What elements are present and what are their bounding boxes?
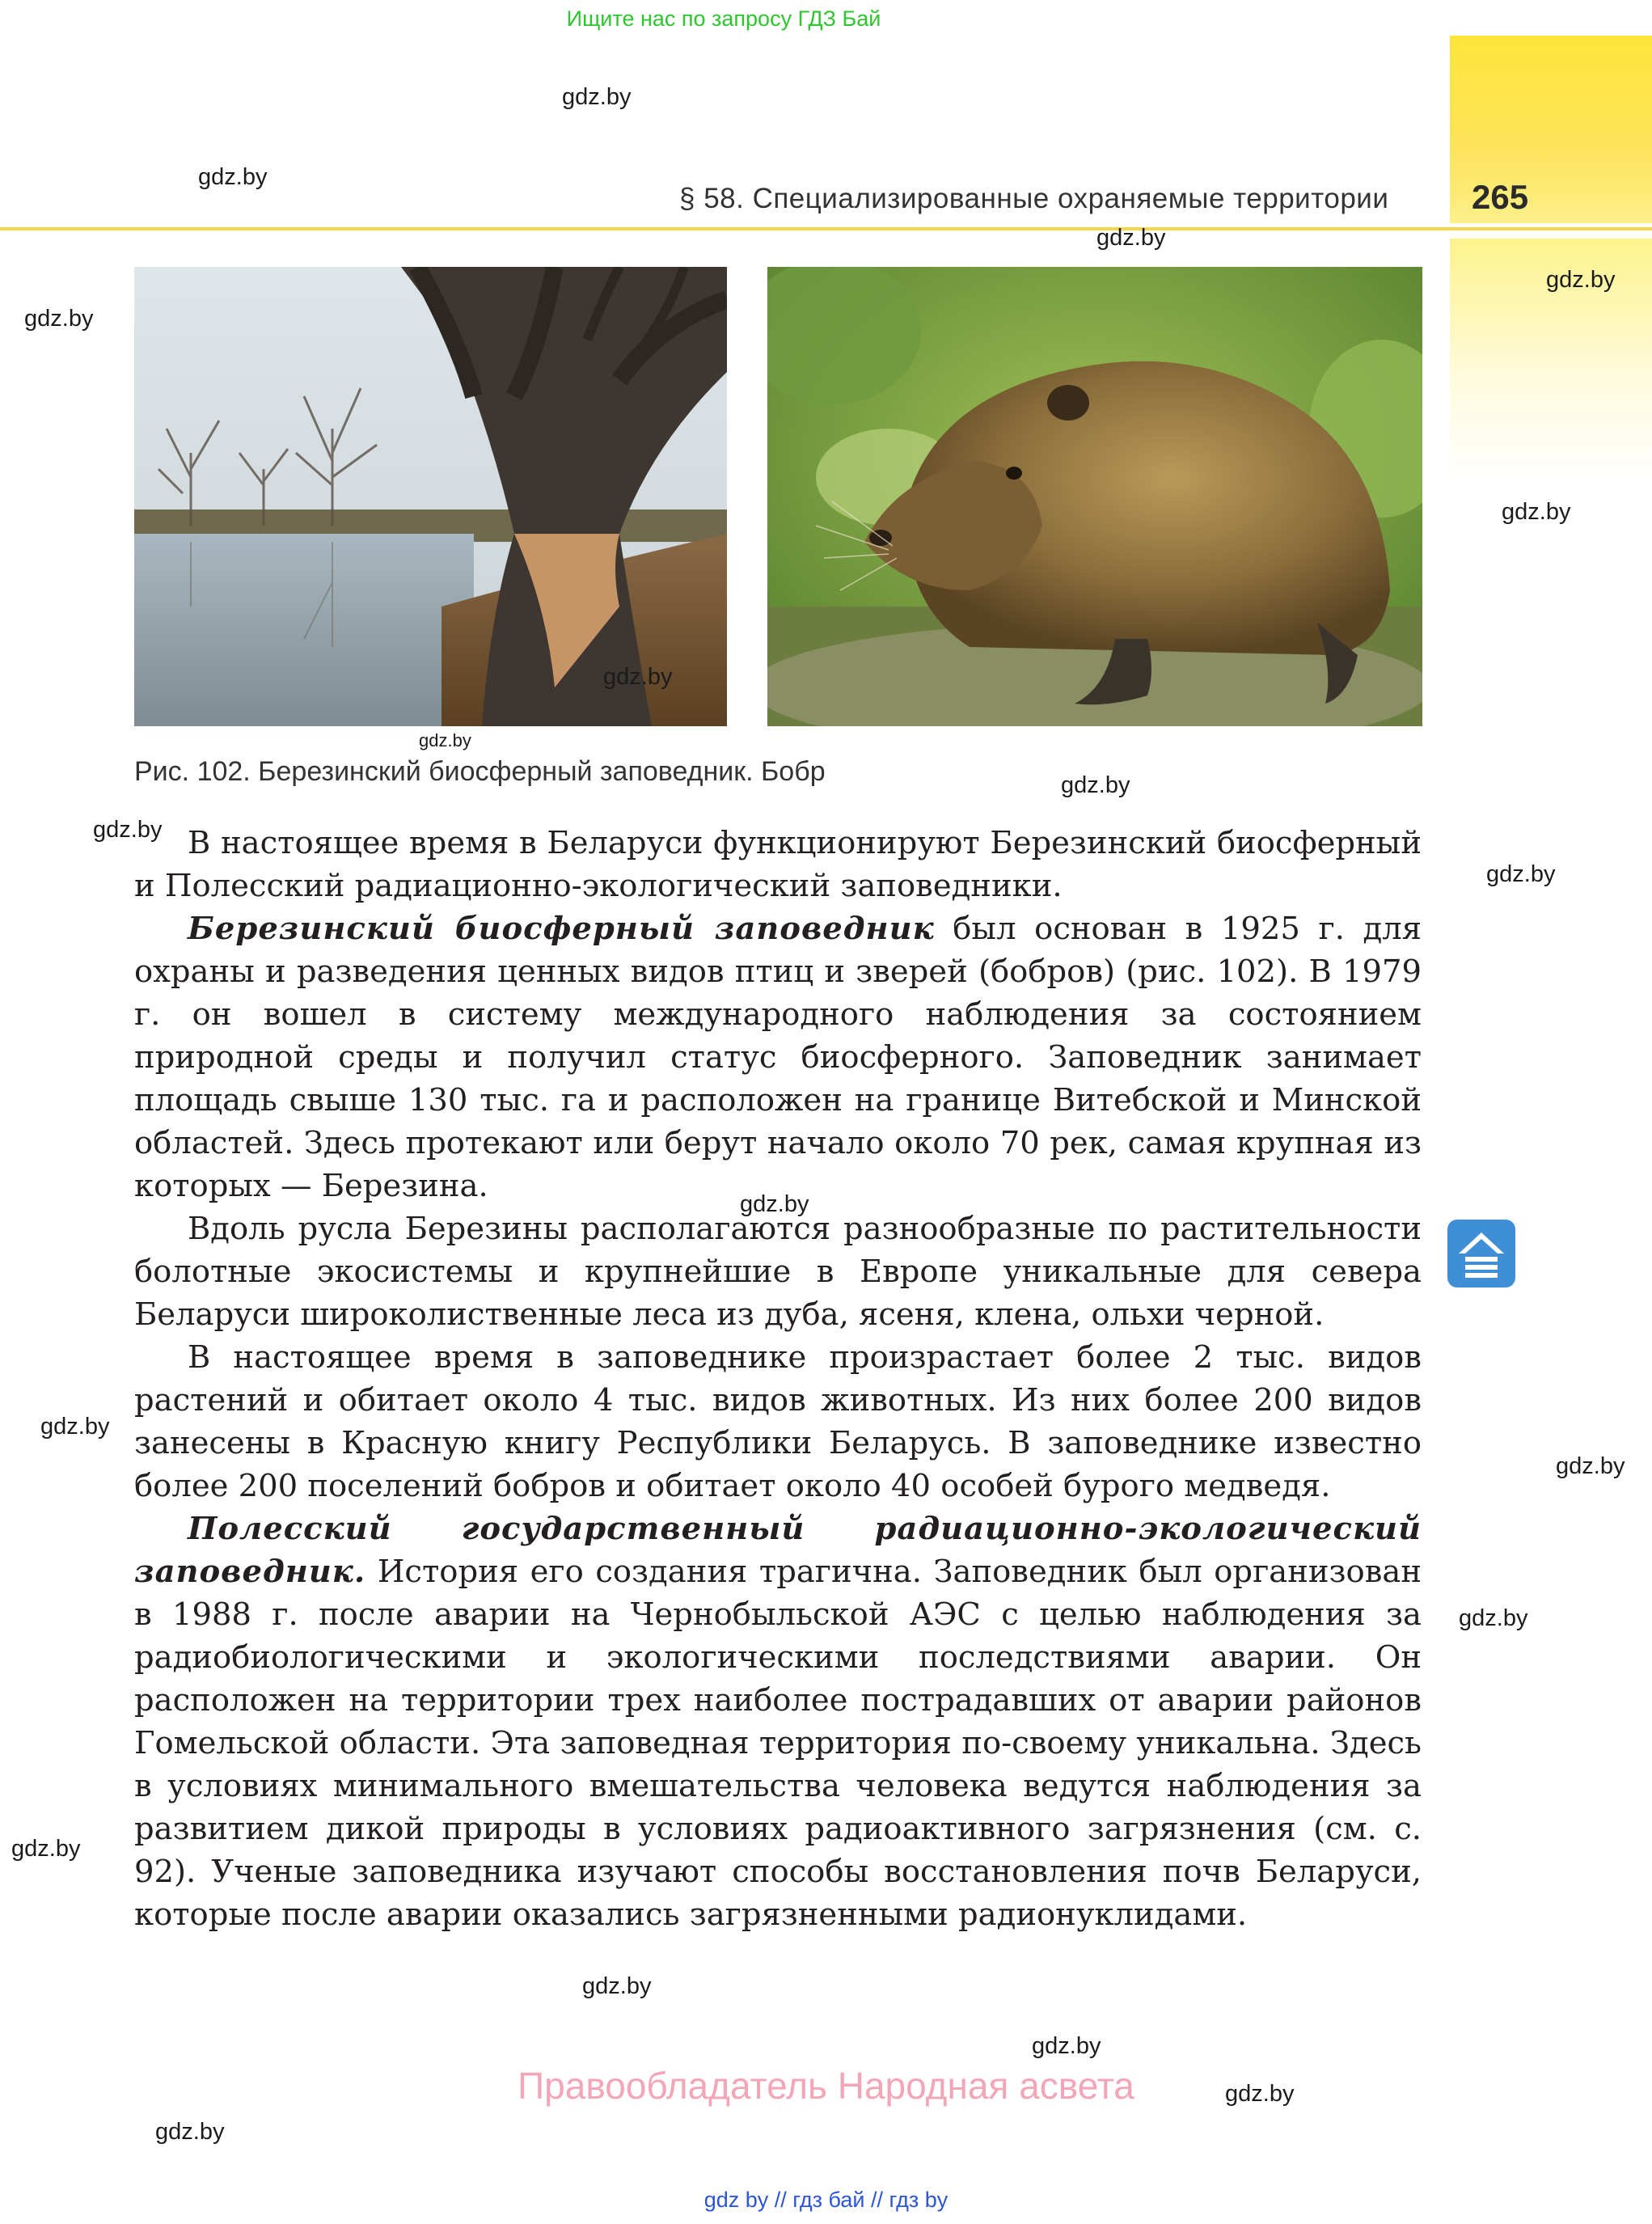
watermark: gdz.by (1502, 499, 1571, 525)
paragraph: В настоящее время в заповеднике произрастает более 2 тыс. видов растений и обитает около 4 тыс. видов животных. Из них более 200 видов занесены в Красную книгу Республики Беларусь. В заповеднике известно более 200 поселений бобров и обитает около 40 особей бурого медведя. (134, 1339, 1422, 1504)
beaver-photo (767, 267, 1422, 726)
paragraph: В настоящее время в Беларуси функционируют Березинский биосферный и Полесский радиационно-экологический заповедники. (134, 825, 1422, 904)
watermark: gdz.by (155, 2119, 225, 2145)
watermark: gdz.by (740, 1191, 809, 1217)
section-title: § 58. Специализированные охраняемые территории (679, 183, 1389, 214)
watermark: gdz.by (562, 84, 632, 110)
page-number: 265 (1472, 178, 1529, 216)
watermark: gdz.by (1225, 2081, 1295, 2107)
watermark: gdz.by (24, 306, 94, 332)
figure-caption: Рис. 102. Березинский биосферный заповедник. Бобр (134, 756, 826, 787)
watermark: gdz.by (419, 730, 471, 750)
gnawed-tree-photo (134, 267, 727, 726)
watermark: gdz.by (1486, 861, 1556, 887)
watermark: gdz.by (93, 817, 163, 843)
watermark: gdz.by (1546, 267, 1616, 293)
paragraph: Вдоль русла Березины располагаются разнообразные по растительности болотные экосистемы и крупнейшие в Европе уникальные для севера Беларуси широколиственные леса из дуба, ясеня, клена, ольхи черной. (134, 1211, 1422, 1333)
watermark: gdz.by (582, 1973, 652, 1999)
watermark: gdz.by (1556, 1453, 1625, 1479)
watermark: gdz.by (40, 1414, 110, 1440)
watermark: gdz.by (1459, 1605, 1528, 1631)
term-polessky: Полесский государственный радиационно-экологический заповедник. (134, 1511, 1422, 1590)
paragraph: Полесский государственный радиационно-экологический заповедник. История его создания трагична. Заповедник был организован в 1988 г. после аварии на Чернобыльской АЭС с целью наблюдения за радиобиологическими и экологическими последствиями аварии. Он расположен на территории трех наиболее пострадавших от аварии районов Гомельской области. Эта заповедная территория по-своему уникальна. Здесь в условиях минимального вмешательства человека ведутся наблюдения за развитием дикой природы в условиях радиоактивного загрязнения (см. с. 92). Ученые заповедника изучают способы восстановления почв Беларуси, которые после аварии оказались загрязненными радионуклидами. (134, 1511, 1422, 1933)
header-rule (0, 227, 1652, 230)
watermark: gdz.by (198, 164, 268, 190)
watermark: gdz.by (603, 664, 673, 690)
watermark: gdz.by (1096, 225, 1166, 251)
search-banner[interactable]: Ищите нас по запросу ГДЗ Бай (566, 6, 881, 31)
paragraph: Березинский биосферный заповедник был основан в 1925 г. для охраны и разведения ценных видов птиц и зверей (бобров) (рис. 102). В 1979 г. он вошел в систему международного наблюдения за состоянием природной среды и получил статус биосферного. Заповедник занимает площадь свыше 130 тыс. га и расположен на границе Витебской и Минской областей. Здесь протекают или берут начало около 70 рек, самая крупная из которых — Березина. (134, 911, 1422, 1204)
watermark: gdz.by (1032, 2033, 1101, 2059)
footer-links[interactable]: gdz by // гдз бай // гдз by (703, 2188, 949, 2212)
copyright-notice: Правообладатель Народная асвета (518, 2065, 1134, 2107)
term-berezinsky: Березинский биосферный заповедник (188, 911, 935, 947)
watermark: gdz.by (1061, 772, 1130, 798)
body-text (134, 822, 1422, 1936)
watermark: gdz.by (11, 1836, 81, 1862)
home-icon[interactable] (1447, 1220, 1515, 1287)
